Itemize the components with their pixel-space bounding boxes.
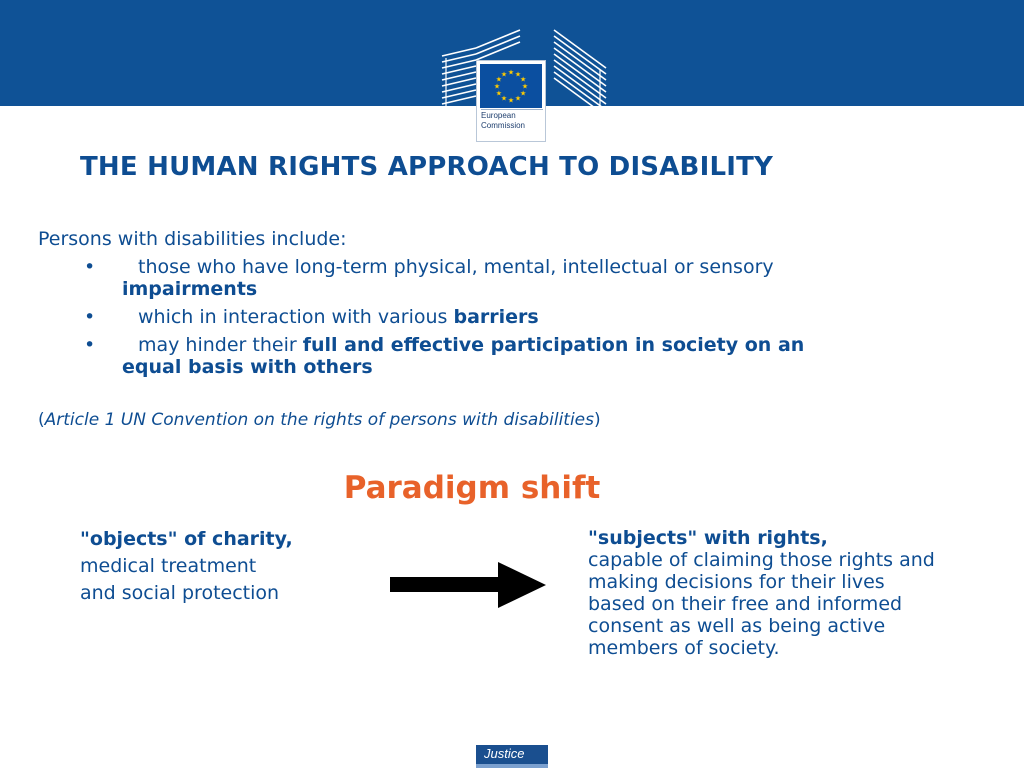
bullet-dot-icon: •	[84, 256, 96, 278]
wordmark-line2: Commission	[481, 121, 526, 130]
subjects-column	[588, 527, 938, 659]
objects-line: medical treatment	[80, 555, 257, 577]
objects-column	[80, 526, 293, 607]
bullet-bold: full and effective participation in society on an	[302, 334, 805, 356]
citation-open: (	[38, 410, 45, 430]
bullet-item	[84, 256, 964, 300]
bullet-dot-icon: •	[84, 306, 96, 328]
citation-text: Article 1 UN Convention on the rights of persons with disabilities	[44, 410, 595, 430]
ec-logo-card	[476, 60, 546, 142]
bullet-bold: barriers	[453, 306, 539, 328]
slide-title: THE HUMAN RIGHTS APPROACH TO DISABILITY	[80, 152, 774, 182]
subjects-heading: "subjects" with rights,	[588, 527, 828, 549]
eu-star-icon: ★	[521, 82, 529, 91]
eu-star-icon: ★	[519, 75, 527, 84]
objects-line: and social protection	[80, 582, 280, 604]
eu-star-icon: ★	[493, 82, 501, 91]
objects-heading: "objects" of charity,	[80, 528, 293, 550]
bullet-dot-icon: •	[84, 334, 96, 356]
eu-star-icon: ★	[514, 94, 522, 103]
logo-divider	[481, 109, 543, 110]
eu-star-icon: ★	[495, 75, 503, 84]
bullet-list	[84, 256, 964, 384]
eu-star-icon: ★	[500, 70, 508, 79]
eu-star-icon: ★	[514, 70, 522, 79]
paradigm-heading: Paradigm shift	[343, 470, 601, 506]
citation-close: )	[594, 410, 601, 430]
justice-stripe	[476, 764, 548, 768]
justice-badge	[476, 745, 548, 768]
bullet-text: which in interaction with various	[138, 306, 448, 328]
bullet-bold: impairments	[122, 278, 258, 300]
bullet-text: those who have long-term physical, mental, intellectual or sensory	[138, 256, 774, 278]
citation	[38, 410, 601, 430]
bullet-item	[84, 306, 964, 328]
intro-text: Persons with disabilities include:	[38, 228, 347, 250]
eu-flag-icon	[480, 64, 542, 108]
bullet-text: may hinder their	[138, 334, 297, 356]
ec-wordmark	[481, 111, 543, 131]
wordmark-line1: European	[481, 111, 516, 120]
eu-star-icon: ★	[507, 96, 515, 105]
eu-star-icon: ★	[500, 94, 508, 103]
eu-star-icon: ★	[495, 89, 503, 98]
subjects-body: capable of claiming those rights and making decisions for their lives based on their free and informed consent as well as being active members of society.	[588, 549, 935, 659]
bullet-item	[84, 334, 964, 378]
bullet-bold-continued: equal basis with others	[122, 356, 373, 378]
right-arrow-icon	[390, 562, 546, 608]
eu-star-icon: ★	[519, 89, 527, 98]
justice-label: Justice	[484, 746, 525, 761]
eu-star-icon: ★	[507, 68, 515, 77]
